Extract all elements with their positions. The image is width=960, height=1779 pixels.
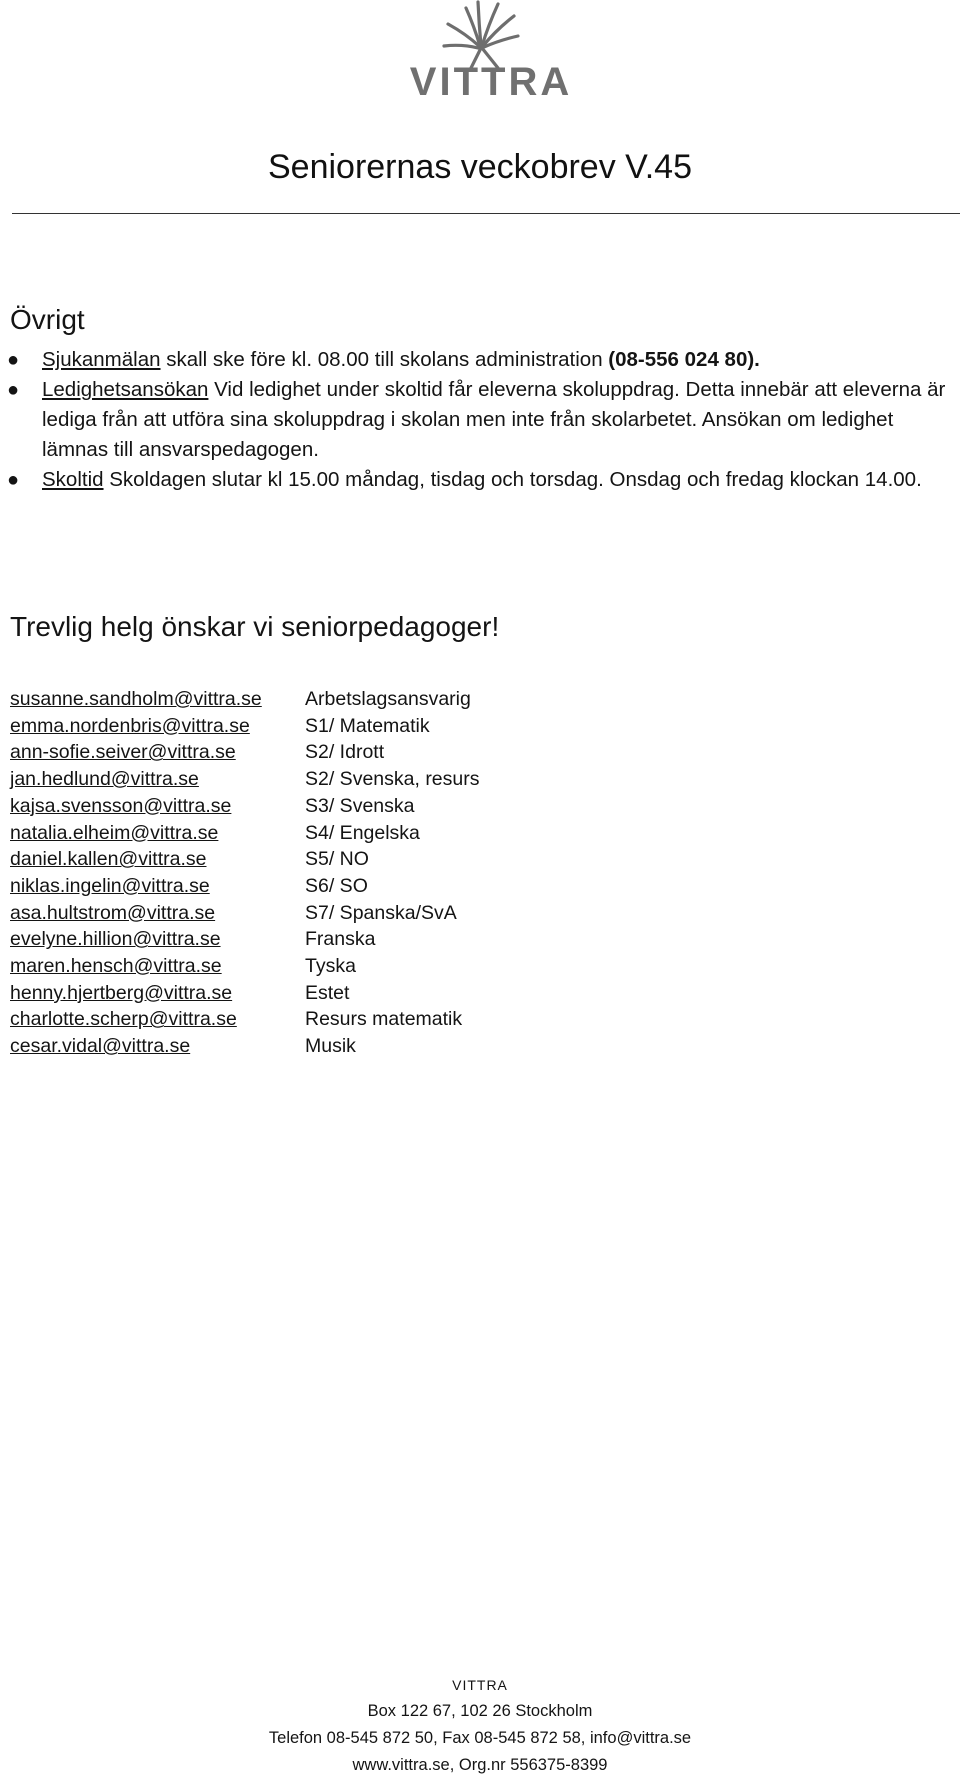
contact-email-link[interactable]: maren.hensch@vittra.se <box>10 955 222 978</box>
contact-role: Tyska <box>305 955 356 978</box>
contact-role: S3/ Svenska <box>305 794 415 817</box>
contact-row <box>10 686 480 713</box>
contact-email-link[interactable]: henny.hjertberg@vittra.se <box>10 981 233 1004</box>
title-divider <box>12 213 960 214</box>
contact-role: S1/ Matematik <box>305 714 430 737</box>
list-item-term: Ledighetsansökan <box>42 378 209 401</box>
contact-role: S2/ Svenska, resurs <box>305 768 480 791</box>
contact-row <box>10 846 480 873</box>
contact-role: Franska <box>305 928 376 951</box>
bullet-icon: ● <box>7 379 20 401</box>
contact-row <box>10 926 480 953</box>
contact-table <box>10 686 480 1060</box>
list-item <box>0 465 960 495</box>
contact-row <box>10 739 480 766</box>
contact-role: S4/ Engelska <box>305 821 420 844</box>
contact-email-link[interactable]: daniel.kallen@vittra.se <box>10 848 207 871</box>
contact-row <box>10 766 480 793</box>
contact-email-link[interactable]: evelyne.hillion@vittra.se <box>10 928 221 951</box>
contact-role: Estet <box>305 981 350 1004</box>
contact-role: S2/ Idrott <box>305 741 385 764</box>
contact-role: S7/ Spanska/SvA <box>305 901 457 924</box>
closing-greeting: Trevlig helg önskar vi seniorpedagoger! <box>10 611 500 642</box>
contact-role: S5/ NO <box>305 848 369 871</box>
contact-row <box>10 1006 480 1033</box>
contact-email-link[interactable]: charlotte.scherp@vittra.se <box>10 1008 237 1031</box>
list-item <box>0 375 960 465</box>
vittra-logo <box>0 0 960 115</box>
contact-email-link[interactable]: ann-sofie.seiver@vittra.se <box>10 741 236 764</box>
contact-email-link[interactable]: emma.nordenbris@vittra.se <box>10 714 250 737</box>
contact-row <box>10 900 480 927</box>
contact-row <box>10 820 480 847</box>
contact-row <box>10 873 480 900</box>
contact-role: Arbetslagsansvarig <box>305 688 471 710</box>
phone-number: (08-556 024 80). <box>608 348 760 371</box>
footer <box>0 1672 960 1779</box>
contact-email-link[interactable]: susanne.sandholm@vittra.se <box>10 688 262 710</box>
list-item-term: Skoltid <box>42 468 104 491</box>
contact-email-link[interactable]: niklas.ingelin@vittra.se <box>10 874 210 897</box>
list-item-term: Sjukanmälan <box>42 348 161 371</box>
contact-row <box>10 980 480 1007</box>
list-item-text: Vid ledighet under skoltid får eleverna skoluppdrag. Detta innebär att eleverna är lediga från att utföra sina skoluppdrag i skolan men inte från skolarbetet. Ansökan om ledighet lämnas till ansvarspedagogen. <box>42 378 946 461</box>
contact-email-link[interactable]: jan.hedlund@vittra.se <box>10 768 199 791</box>
footer-web: www.vittra.se, Org.nr 556375-8399 <box>352 1756 608 1774</box>
contact-row <box>10 953 480 980</box>
logo-wordmark: VITTRA <box>409 60 573 104</box>
bullet-icon: ● <box>7 349 20 371</box>
list-item <box>0 345 960 375</box>
footer-brand: VITTRA <box>452 1677 508 1693</box>
bullet-icon: ● <box>7 469 20 491</box>
footer-address: Box 122 67, 102 26 Stockholm <box>367 1702 593 1720</box>
contact-email-link[interactable]: asa.hultstrom@vittra.se <box>10 901 216 924</box>
info-list <box>0 345 960 495</box>
contact-role: Musik <box>305 1035 356 1058</box>
contact-role: S6/ SO <box>305 874 368 897</box>
contact-role: Resurs matematik <box>305 1008 463 1031</box>
list-item-text: Skoldagen slutar kl 15.00 måndag, tisdag och torsdag. Onsdag och fredag klockan 14.00. <box>103 468 922 491</box>
contact-row <box>10 793 480 820</box>
contact-row <box>10 713 480 740</box>
section-heading: Övrigt <box>10 304 85 335</box>
list-item-text: skall ske före kl. 08.00 till skolans administration <box>160 348 609 371</box>
contact-row <box>10 1033 480 1060</box>
contact-email-link[interactable]: natalia.elheim@vittra.se <box>10 821 219 844</box>
contact-email-link[interactable]: cesar.vidal@vittra.se <box>10 1035 191 1058</box>
contact-email-link[interactable]: kajsa.svensson@vittra.se <box>10 794 232 817</box>
page-title: Seniorernas veckobrev V.45 <box>267 148 692 186</box>
footer-phone: Telefon 08-545 872 50, Fax 08-545 872 58, info@vittra.se <box>268 1729 692 1747</box>
